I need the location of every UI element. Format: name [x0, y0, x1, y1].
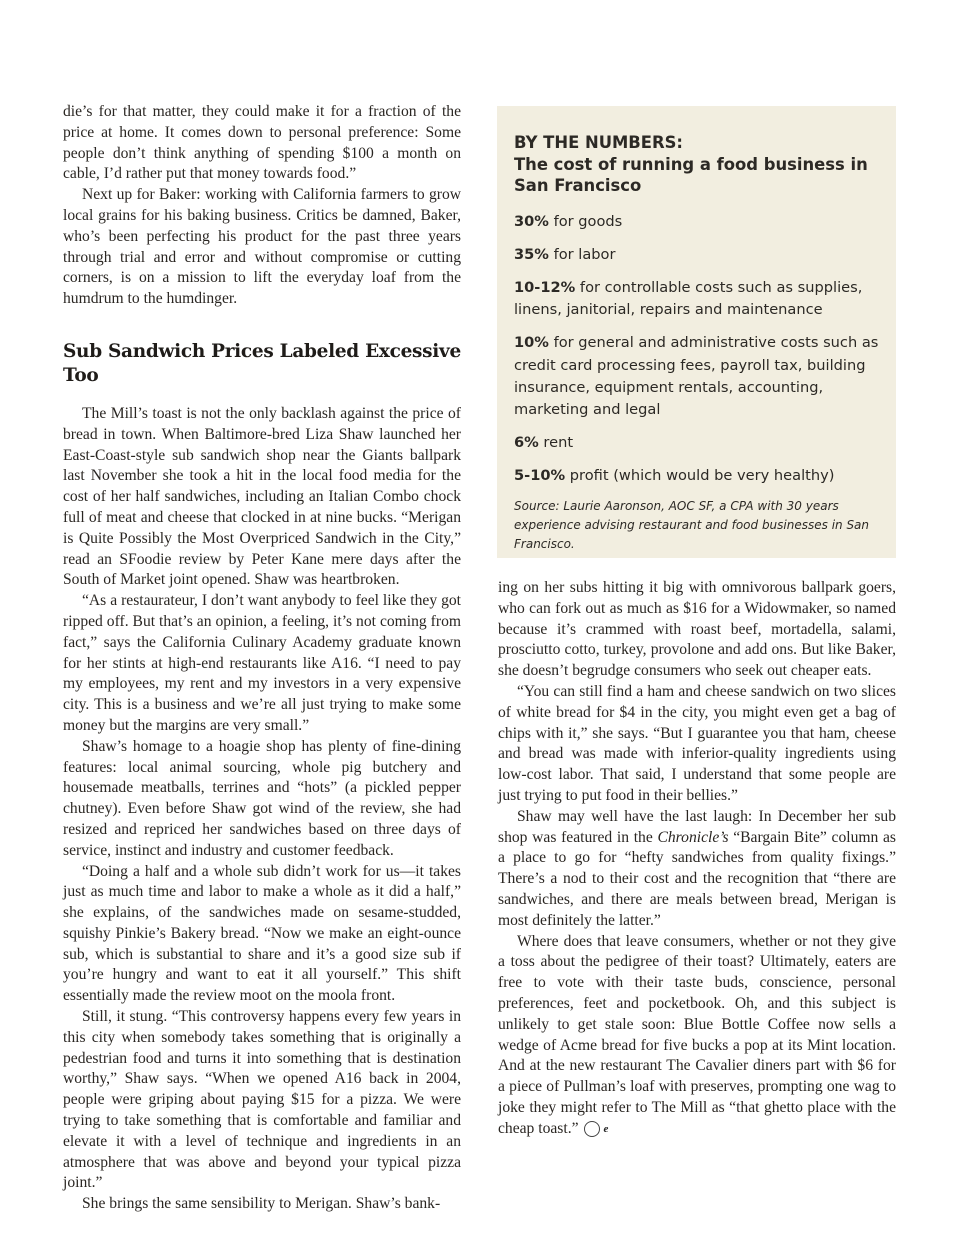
paragraph-text: Shaw may well have the last laugh: In December her sub shop was featured in the — [498, 807, 896, 846]
paragraph-text: Where does that leave consumers, whether or not they give a toss about the pedigree of their toast? Ultimately, eaters are free to vote with their taste buds, conscience, personal preferences, feet and pocketbook. Oh, and this subject is unlikely to get stale soon: Blue Bottle Coffee now sells a wedge of Acme bread for five bucks a pop at its Mint location. And at the new restaurant The Cavalier diners part with $6 for a piece of Pullman’s loaf with preserves, prompting one wag to joke they might refer to The Mill as “that ghetto place with the cheap toast.” — [498, 932, 896, 1137]
body-paragraph — [498, 932, 896, 1140]
body-paragraph: ing on her subs hitting it big with omnivorous ballpark goers, who can fork out as much as $16 for a Widowmaker, so named because it’s crammed with roast beef, mortadella, salami, prosciutto cotto, turkey, provolone and add ons. But like Baker, she doesn’t begrudge consumers who seek out cheaper eats. — [498, 579, 896, 680]
right-column — [498, 578, 896, 1140]
sidebar-stat — [514, 277, 880, 321]
sidebar-stat — [514, 465, 880, 487]
sidebar-subheading: The cost of running a food business in San Francisco — [514, 154, 868, 195]
body-paragraph: “Doing a half and a whole sub didn’t work for us—it takes just as much time and labor to make a whole as it did a half,” she explains, of the sandwiches made on sesame-studded, squishy Pinkie’s Bakery bread. “Now we make an eight-ounce sub, which is substantial to share and it’s a good size sub if you’re hungry and want to eat it all yourself.” This shift essentially made the review moot on the moola front. — [63, 862, 461, 1005]
sidebar-heading: BY THE NUMBERS: — [514, 133, 683, 152]
stat-text: for controllable costs such as supplies, linens, janitorial, repairs and maintenance — [514, 278, 863, 319]
sidebar-stat — [514, 332, 880, 421]
body-paragraph: “You can still find a ham and cheese sandwich on two slices of white bread for $4 in the city, you might even get a bag of chips with it,” she says. “But I guarantee you that ham, cheese and bread was made with inferior-quality ingredients using low-cost labor. That said, I understand that some people are just trying to put food in their bellies.” — [498, 682, 896, 804]
body-paragraph: Still, it stung. “This controversy happens every few years in this city when somebody takes something that is originally a pedestrian food and turns it into something that is destination worthy,” Shaw says. “When we opened A16 back in 2004, people were griping about paying $15 for a pizza. We were trying to take something that is comfortable and familiar and elevate it with a level of technique and ingredients in an atmosphere that was above and beyond your typical pizza joint.” — [63, 1008, 461, 1192]
section-subhead: Sub Sandwich Prices Labeled Excessive Too — [63, 340, 461, 386]
stat-figure: 10-12% — [514, 278, 576, 296]
body-paragraph: She brings the same sensibility to Merigan. Shaw’s bank- — [82, 1195, 441, 1213]
stat-figure: 6% — [514, 434, 539, 452]
body-paragraph: die’s for that matter, they could make it for a fraction of the price at home. It comes down to personal preference: Some people don’t think anything of spending $100 a month on cable, I’d rather put that money towards food.” — [63, 103, 461, 183]
end-mark-icon: e — [584, 1121, 600, 1137]
publication-name: Chronicle’s — [657, 828, 729, 846]
paragraph-text: “Bargain Bite” column as a place to go for “hefty sandwiches from quality fixings.” There’s a nod to their cost and the recognition that “there are sandwiches, and there are meals between bread, Merigan is most definitely the latter.” — [498, 828, 896, 929]
body-paragraph: Shaw’s homage to a hoagie shop has plenty of fine-dining features: local animal sourcing, whole pig butchery and housemade meatballs, terrines and “hots” (a pickled pepper chutney). Even before Shaw got wind of the review, she had resized and repriced her sandwiches based on three days of service, instinct and industry and customer feedback. — [63, 737, 461, 859]
body-paragraph — [498, 807, 896, 932]
stat-figure: 30% — [514, 212, 549, 230]
sidebar-stat — [514, 211, 880, 233]
left-column — [63, 102, 461, 1215]
sidebar-source: Source: Laurie Aaronson, AOC SF, a CPA with 30 years experience advising restaurant and food businesses in San Francisco. — [514, 498, 870, 551]
stat-text: for labor — [548, 245, 616, 263]
stat-text: profit (which would be very healthy) — [565, 467, 835, 485]
body-paragraph: The Mill’s toast is not the only backlash against the price of bread in town. When Baltimore-bred Liza Shaw launched her East-Coast-style sub sandwich shop near the Giants ballpark last November she took a hit in the local food media for the cost of her half sandwiches, including an Italian Combo chock full of meat and cheese that clocked in at nine bucks. “Merigan is Quite Possibly the Most Overpriced Sandwich in the City,” read an SFoodie review by Peter Kane mere days after the South of Market joint opened. Shaw was heartbroken. — [63, 404, 461, 589]
stat-figure: 5-10% — [514, 467, 566, 485]
body-paragraph: “As a restaurateur, I don’t want anybody to feel like they got ripped off. But that’s an opinion, a feeling, it’s not coming from fact,” says the California Culinary Academy graduate known for her stints at high-end restaurants like A16. “I need to pay my employees, my rent and my investors in a very expensive city. This is a business and we’re all just trying to make some money but the margins are very small.” — [63, 592, 461, 734]
by-the-numbers-sidebar — [497, 106, 896, 558]
stat-text: rent — [538, 434, 574, 452]
stat-figure: 35% — [514, 245, 549, 263]
sidebar-stat — [514, 244, 880, 266]
stat-figure: 10% — [514, 334, 549, 352]
body-paragraph: Next up for Baker: working with California farmers to grow local grains for his baking business. Critics be damned, Baker, who’s been perfecting his product for the past three years through trial and error and without compromise or cutting corners, is on a mission to lift the everyday loaf from the humdrum to the humdinger. — [63, 186, 461, 308]
sidebar-stat — [514, 432, 880, 454]
stat-text: for goods — [548, 212, 623, 230]
stat-text: for general and administrative costs such as credit card processing fees, payroll tax, building insurance, equipment rentals, accounting, marketing and legal — [514, 334, 879, 418]
